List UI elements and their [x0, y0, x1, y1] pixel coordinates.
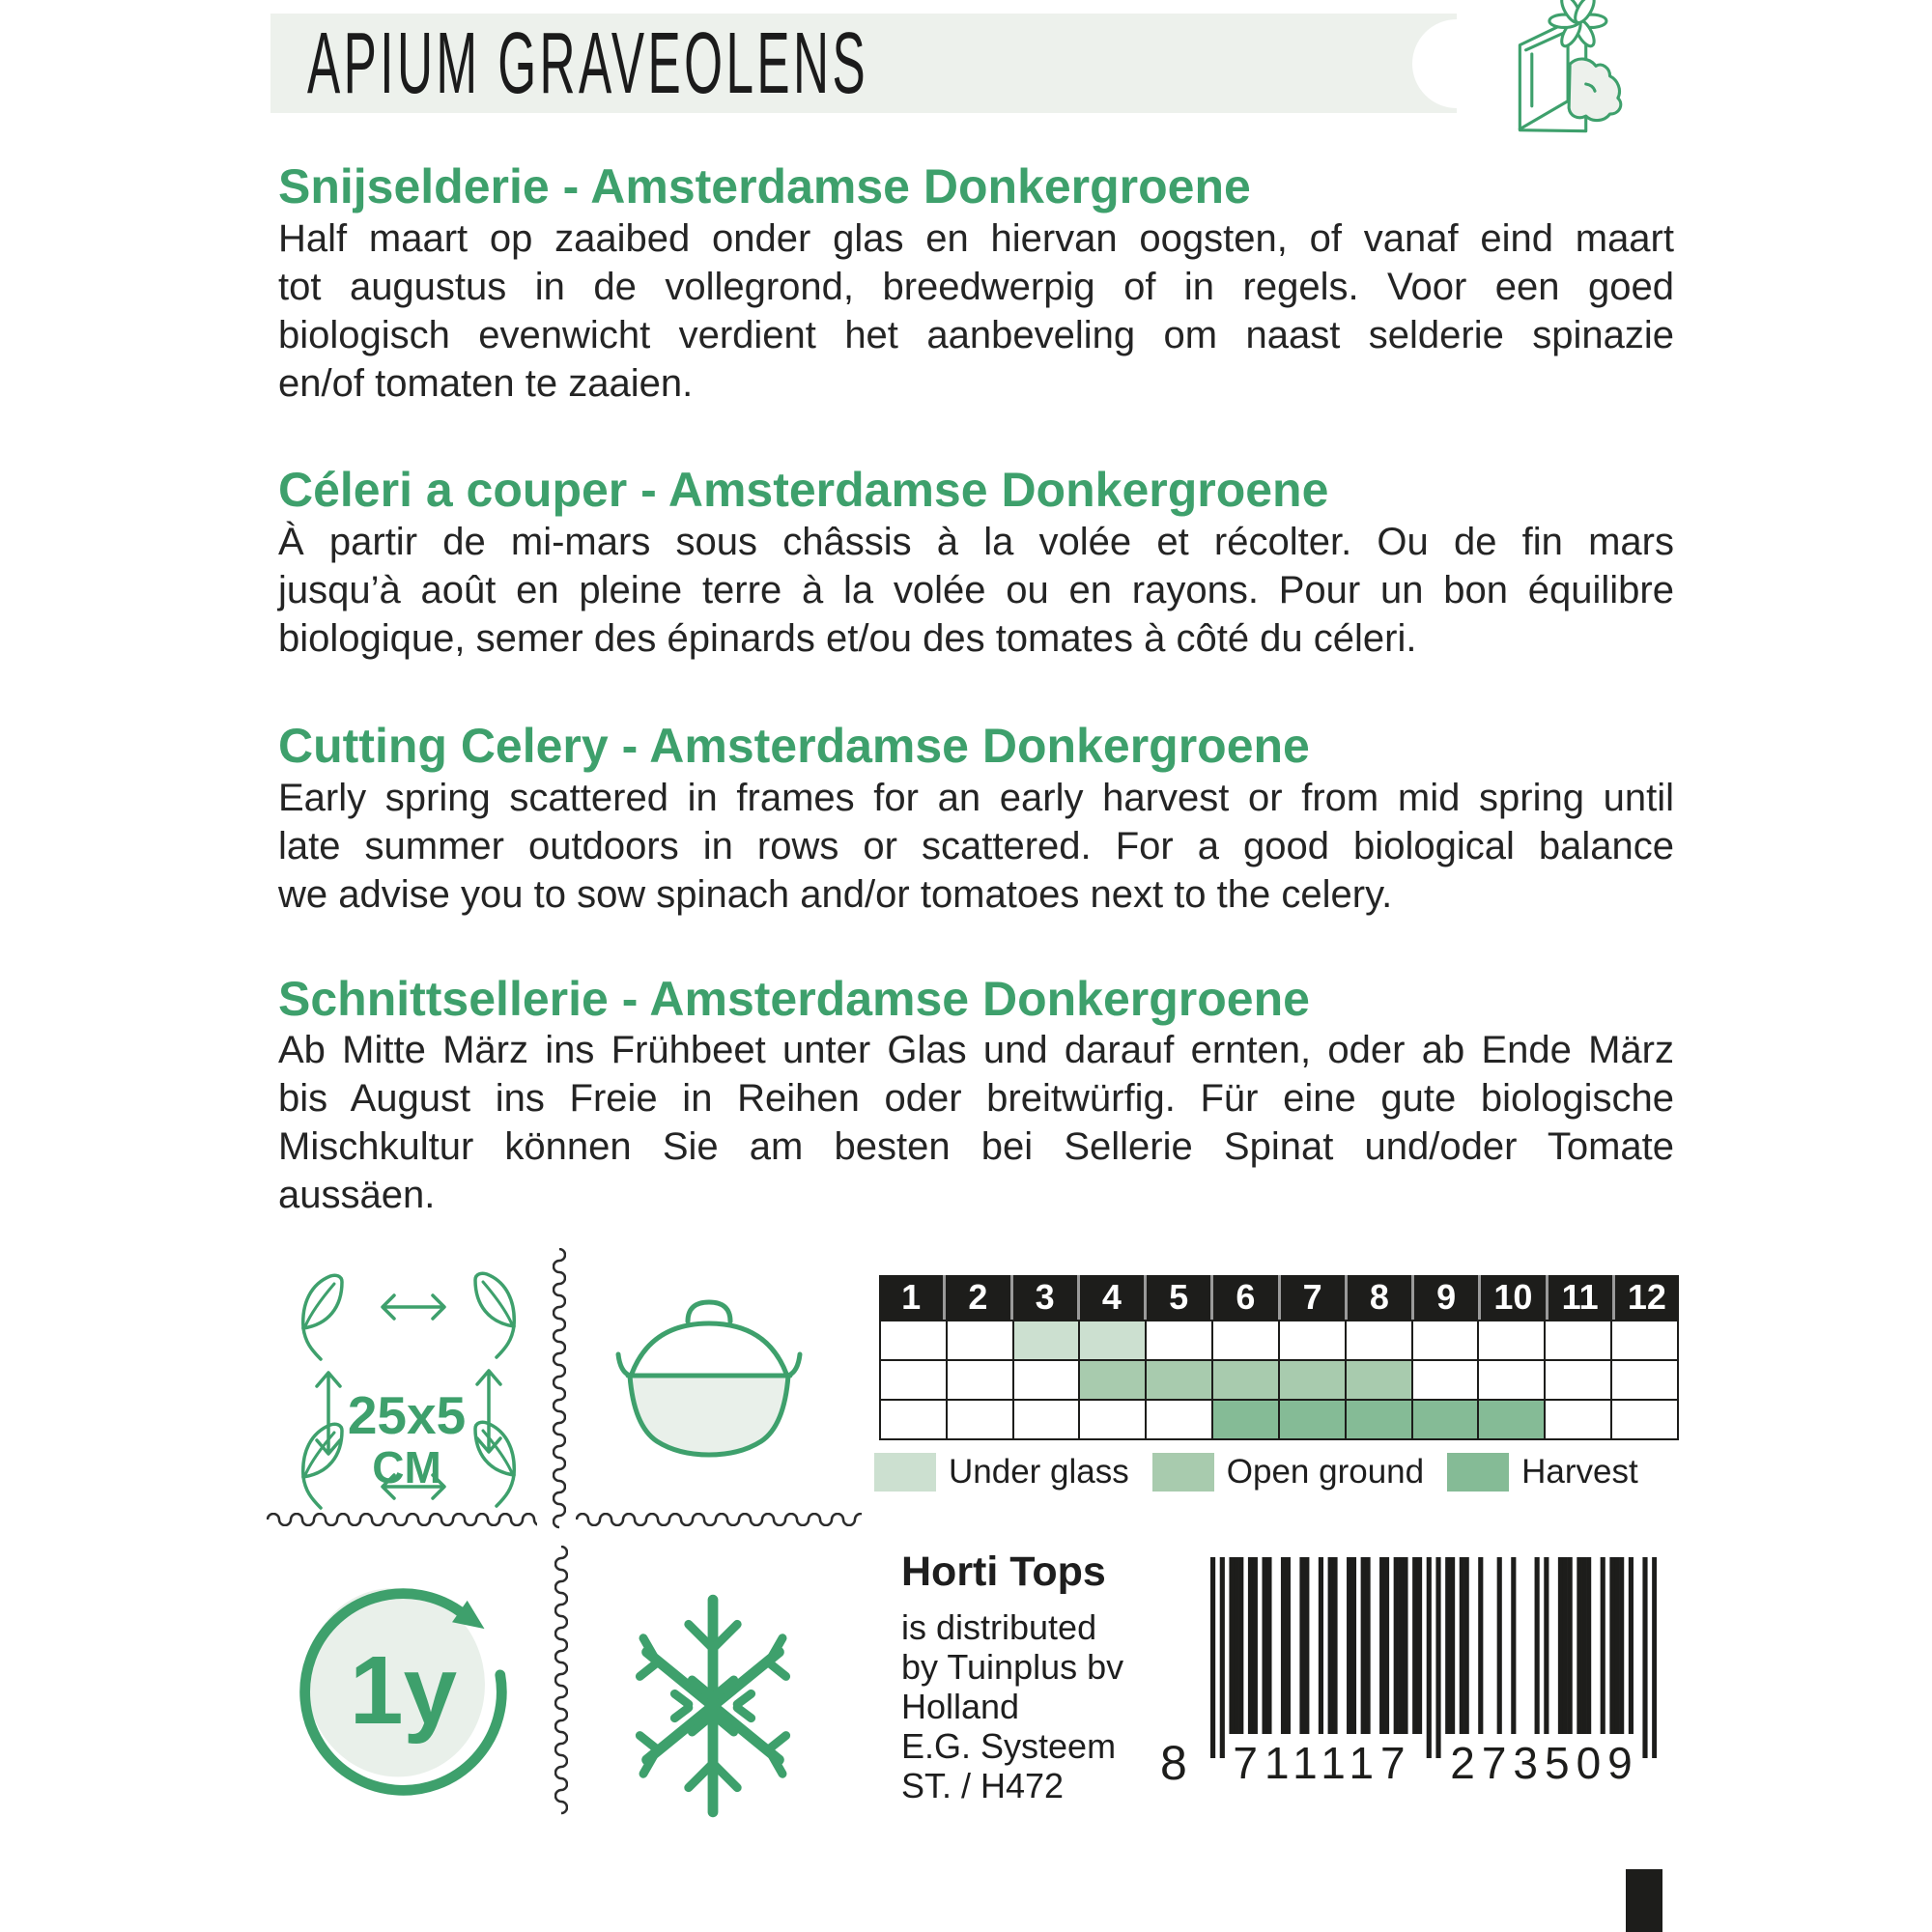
calendar-cell [1610, 1359, 1679, 1401]
calendar-cell [1477, 1320, 1546, 1361]
month-cell: 8 [1348, 1275, 1411, 1320]
crop-mark [1626, 1869, 1662, 1932]
page-title: APIUM GRAVEOLENS [307, 15, 869, 112]
calendar-cell [1411, 1320, 1480, 1361]
legend-item [874, 1453, 1129, 1492]
section-heading-de: Schnittsellerie - Amsterdamse Donkergroene [278, 972, 1310, 1026]
calendar-rows [879, 1320, 1679, 1440]
calendar-cell [1145, 1359, 1213, 1401]
month-cell: 2 [946, 1275, 1009, 1320]
legend-swatch [1447, 1453, 1509, 1492]
calendar-cell [1211, 1320, 1280, 1361]
body-line: bis August ins Freie in Reihen oder breitwürfig. Für eine gute biologische [278, 1077, 1674, 1120]
calendar-cell [1078, 1320, 1147, 1361]
section-heading-nl: Snijselderie - Amsterdamse Donkergroene [278, 159, 1251, 213]
calendar-cell [1145, 1320, 1213, 1361]
body-line: À partir de mi-mars sous châssis à la volée et récolter. Ou de fin mars [278, 521, 1674, 563]
calendar-cell [1610, 1320, 1679, 1361]
month-cell: 5 [1147, 1275, 1210, 1320]
month-cell: 12 [1615, 1275, 1679, 1320]
distributor-line: is distributed [901, 1607, 1097, 1647]
calendar-cell [946, 1320, 1014, 1361]
calendar-cell [1544, 1399, 1612, 1440]
calendar-month-header [879, 1275, 1679, 1320]
month-cell: 3 [1013, 1275, 1077, 1320]
flower-icon [1549, 0, 1606, 49]
calendar-cell [1610, 1399, 1679, 1440]
month-cell: 6 [1213, 1275, 1277, 1320]
barcode-digit-first: 8 [1160, 1736, 1187, 1790]
body-line: late summer outdoors in rows or scattered. For a good biological balance [278, 825, 1674, 867]
body-line: aussäen. [278, 1174, 436, 1216]
section-heading-fr: Céleri a couper - Amsterdamse Donkergroene [278, 463, 1329, 517]
body-line: Mischkultur können Sie am besten bei Sellerie Spinat und/oder Tomate [278, 1125, 1674, 1168]
calendar-cell [1544, 1320, 1612, 1361]
distributor-line: ST. / H472 [901, 1766, 1065, 1805]
body-line: Half maart op zaaibed onder glas en hiervan oogsten, of vanaf eind maart [278, 217, 1674, 260]
calendar-cell [1278, 1320, 1347, 1361]
viability-label: 1y [349, 1636, 458, 1745]
legend-swatch [1152, 1453, 1214, 1492]
legend-swatch [874, 1453, 936, 1492]
divider-vertical [554, 1546, 568, 1816]
divider-horizontal [267, 1513, 537, 1526]
body-line: jusqu’à août en pleine terre à la volée ou en rayons. Pour un bon équilibre [278, 569, 1674, 611]
calendar-cell [1411, 1399, 1480, 1440]
calendar-cell [1278, 1359, 1347, 1401]
calendar-cell [1145, 1399, 1213, 1440]
calendar-row [879, 1399, 1679, 1440]
calendar-row [879, 1320, 1679, 1361]
snowflake-icon [626, 1589, 800, 1823]
distributor-line: Holland [901, 1687, 1020, 1726]
calendar-cell [1345, 1359, 1413, 1401]
section-body-nl [278, 214, 1674, 408]
calendar-cell [1211, 1399, 1280, 1440]
month-cell: 10 [1481, 1275, 1545, 1320]
calendar-cell [1477, 1359, 1546, 1401]
calendar-cell [879, 1359, 948, 1401]
calendar-cell [879, 1320, 948, 1361]
body-line: en/of tomaten te zaaien. [278, 362, 694, 405]
calendar-cell [1278, 1399, 1347, 1440]
calendar-cell [1012, 1320, 1081, 1361]
divider-horizontal [576, 1513, 862, 1526]
calendar-legend [874, 1453, 1638, 1492]
section-body-en [278, 774, 1674, 919]
divider-vertical [553, 1248, 566, 1530]
barcode-digits-left: 711117 [1233, 1738, 1412, 1788]
calendar-cell [1078, 1359, 1147, 1401]
calendar-row [879, 1359, 1679, 1401]
body-line: tot augustus in de vollegrond, breedwerpig of in regels. Voor een goed [278, 266, 1674, 308]
body-line: Ab Mitte März ins Frühbeet unter Glas und darauf ernten, oder ab Ende März [278, 1029, 1674, 1071]
calendar-cell [1211, 1359, 1280, 1401]
month-cell: 9 [1414, 1275, 1478, 1320]
distributor-line: by Tuinplus bv [901, 1647, 1124, 1687]
cooking-pot-icon [614, 1294, 804, 1459]
body-line: biologique, semer des épinards et/ou des tomates à côté du céleri. [278, 617, 1417, 660]
calendar-cell [1345, 1399, 1413, 1440]
calendar-cell [946, 1359, 1014, 1401]
calendar-cell [1012, 1359, 1081, 1401]
distributor-line: E.G. Systeem [901, 1726, 1117, 1766]
spacing-unit: CM [372, 1442, 441, 1492]
month-cell: 4 [1080, 1275, 1144, 1320]
month-cell: 11 [1548, 1275, 1612, 1320]
calendar-cell [1477, 1399, 1546, 1440]
body-line: biologisch evenwicht verdient het aanbeveling om naast selderie spinazie [278, 314, 1674, 356]
month-cell: 7 [1281, 1275, 1345, 1320]
legend-item [1152, 1453, 1424, 1492]
barcode-digits-right: 273509 [1450, 1738, 1639, 1788]
calendar-cell [1544, 1359, 1612, 1401]
section-body-fr [278, 518, 1674, 663]
body-line: Early spring scattered in frames for an early harvest or from mid spring until [278, 777, 1674, 819]
calendar-cell [946, 1399, 1014, 1440]
month-cell: 1 [879, 1275, 943, 1320]
brand-name: Horti Tops [901, 1548, 1106, 1595]
legend-label: Open ground [1226, 1453, 1425, 1491]
calendar-cell [1078, 1399, 1147, 1440]
barcode-bars [1210, 1557, 1657, 1758]
calendar-cell [879, 1399, 948, 1440]
legend-item [1447, 1453, 1638, 1492]
calendar-cell [1345, 1320, 1413, 1361]
sowing-calendar [879, 1275, 1679, 1440]
legend-label: Under glass [949, 1453, 1129, 1491]
coldframe-plant-icon [1497, 0, 1634, 140]
calendar-cell [1012, 1399, 1081, 1440]
body-line: we advise you to sow spinach and/or tomatoes next to the celery. [278, 873, 1393, 916]
legend-label: Harvest [1521, 1453, 1638, 1491]
spacing-value: 25x5 [347, 1385, 467, 1445]
section-body-de [278, 1026, 1674, 1219]
calendar-cell [1411, 1359, 1480, 1401]
distributor-block [901, 1548, 1123, 1805]
section-heading-en: Cutting Celery - Amsterdamse Donkergroene [278, 719, 1310, 773]
